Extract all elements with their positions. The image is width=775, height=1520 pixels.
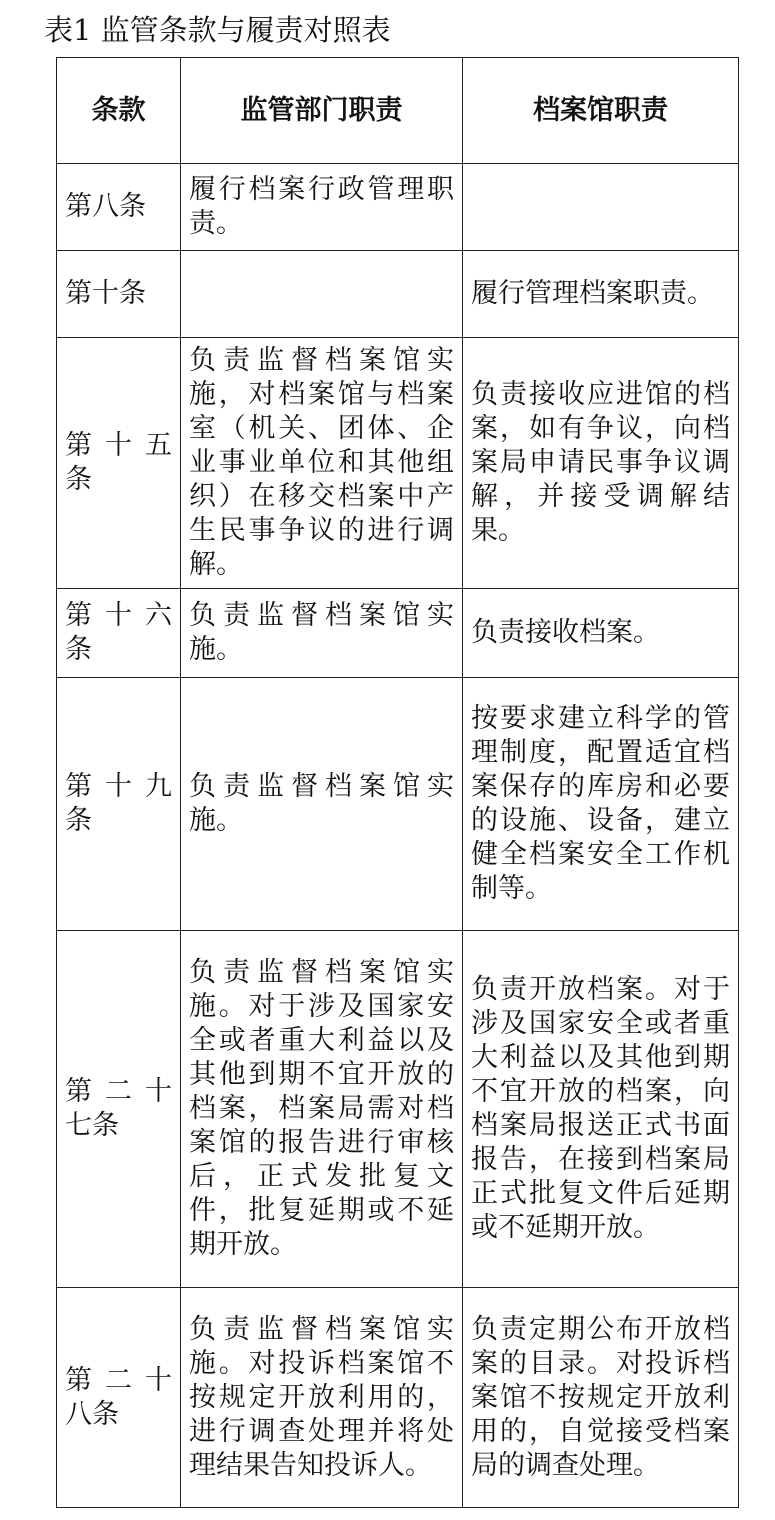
clause-cell: 第二十七条 <box>57 931 181 1288</box>
table-row <box>57 1288 739 1508</box>
regulator-cell <box>181 251 463 338</box>
clause-cell: 第二十八条 <box>57 1288 181 1508</box>
regulator-cell: 负责监督档案馆实施。对于涉及国家安全或者重大利益以及其他到期不宜开放的档案，档案局需对档案馆的报告进行审核后，正式发批复文件，批复延期或不延期开放。 <box>181 931 463 1288</box>
archive-cell <box>463 164 739 251</box>
archive-cell: 负责接收档案。 <box>463 589 739 678</box>
regulator-cell: 履行档案行政管理职责。 <box>181 164 463 251</box>
clause-cell: 第八条 <box>57 164 181 251</box>
clause-cell: 第十九条 <box>57 678 181 931</box>
table-row <box>57 931 739 1288</box>
table-row <box>57 589 739 678</box>
clause-cell: 第十条 <box>57 251 181 338</box>
regulator-cell: 负责监督档案馆实施。 <box>181 678 463 931</box>
table-row <box>57 251 739 338</box>
header-regulator-duties: 监管部门职责 <box>181 58 463 164</box>
regulator-cell: 负责监督档案馆实施。对投诉档案馆不按规定开放利用的，进行调查处理并将处理结果告知投诉人。 <box>181 1288 463 1508</box>
table-row <box>57 338 739 589</box>
header-row <box>57 58 739 164</box>
table-row <box>57 164 739 251</box>
clause-cell: 第十五条 <box>57 338 181 589</box>
table-title: 表1 监管条款与履责对照表 <box>44 13 391 47</box>
comparison-table <box>56 57 739 1508</box>
regulator-cell: 负责监督档案馆实施，对档案馆与档案室（机关、团体、企业事业单位和其他组织）在移交档案中产生民事争议的进行调解。 <box>181 338 463 589</box>
archive-cell: 负责开放档案。对于涉及国家安全或者重大利益以及其他到期不宜开放的档案，向档案局报送正式书面报告，在接到档案局正式批复文件后延期或不延期开放。 <box>463 931 739 1288</box>
header-archive-duties: 档案馆职责 <box>463 58 739 164</box>
archive-cell: 按要求建立科学的管理制度，配置适宜档案保存的库房和必要的设施、设备，建立健全档案安全工作机制等。 <box>463 678 739 931</box>
archive-cell: 履行管理档案职责。 <box>463 251 739 338</box>
clause-cell: 第十六条 <box>57 589 181 678</box>
header-clause: 条款 <box>57 58 181 164</box>
regulator-cell: 负责监督档案馆实施。 <box>181 589 463 678</box>
archive-cell: 负责定期公布开放档案的目录。对投诉档案馆不按规定开放利用的，自觉接受档案局的调查处理。 <box>463 1288 739 1508</box>
table-row <box>57 678 739 931</box>
archive-cell: 负责接收应进馆的档案，如有争议，向档案局申请民事争议调解，并接受调解结果。 <box>463 338 739 589</box>
